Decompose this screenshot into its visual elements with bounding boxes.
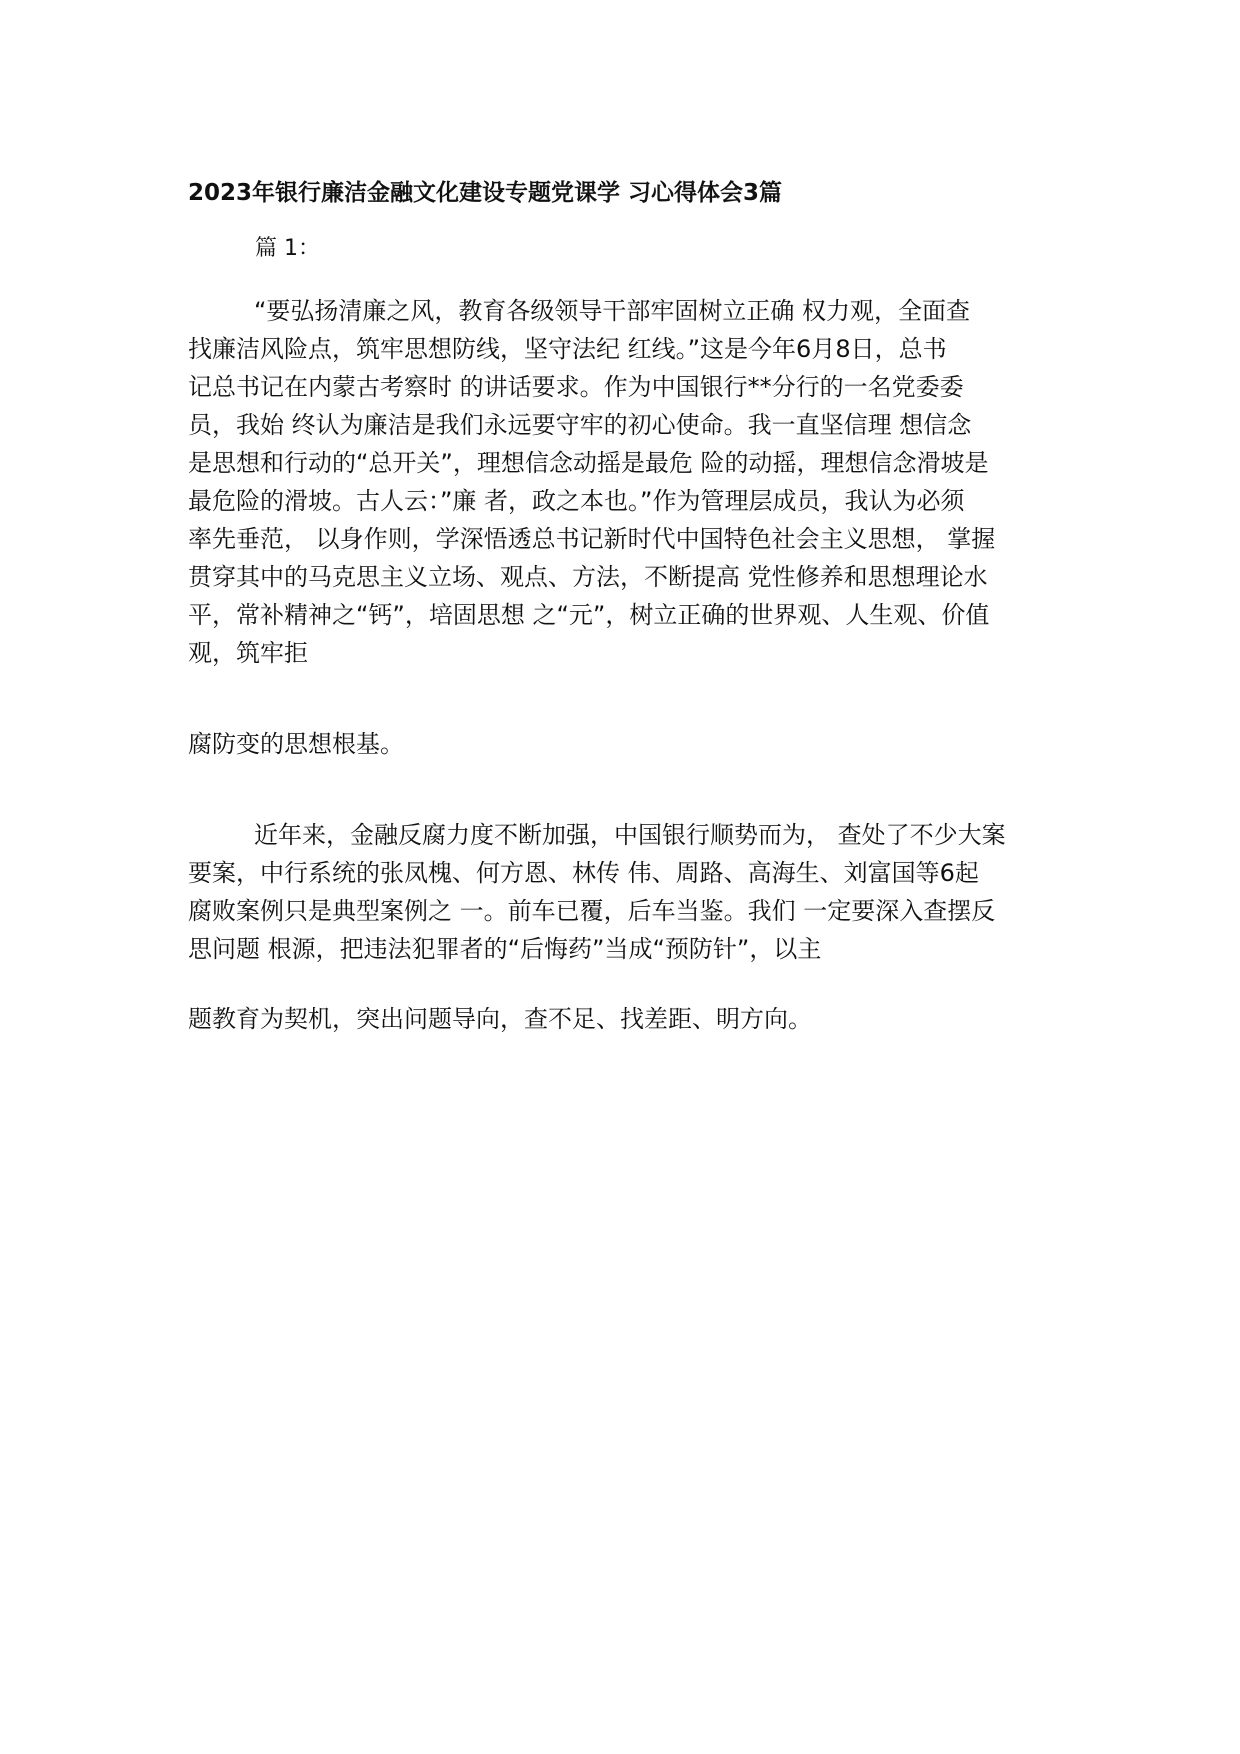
paragraph-line: 贯穿其中的马克思主义立场、观点、方法，不断提高 党性修养和思想理论水 [188, 563, 988, 591]
paragraph-1 [188, 292, 1088, 672]
paragraph-1-continuation [188, 725, 1088, 763]
paragraph-line: 记总书记在内蒙古考察时 的讲话要求。作为中国银行**分行的一名党委委 [188, 373, 964, 401]
paragraph-line: 是思想和行动的“总开关”，理想信念动摇是最危 险的动摇，理想信念滑坡是 [188, 449, 989, 477]
section-label: 篇 1： [255, 236, 320, 261]
paragraph-line: 思问题 根源，把违法犯罪者的“后悔药”当成“预防针”，以主 [188, 935, 822, 963]
paragraph-line: “要弘扬清廉之风，教育各级领导干部牢固树立正确 权力观，全面查 [254, 297, 971, 325]
paragraph-line: 员，我始 终认为廉洁是我们永远要守牢的初心使命。我一直坚信理 想信念 [188, 411, 972, 439]
paragraph-line: 观，筑牢拒 [188, 639, 308, 667]
paragraph-line: 平，常补精神之“钙”，培固思想 之“元”，树立正确的世界观、人生观、价值 [188, 601, 990, 629]
document-title: 2023年银行廉洁金融文化建设专题党课学 习心得体会3篇 [188, 180, 783, 206]
paragraph-line: 近年来，金融反腐力度不断加强，中国银行顺势而为， 查处了不少大案 [254, 821, 1006, 849]
paragraph-line: 腐败案例只是典型案例之 一。前车已覆，后车当鉴。我们 一定要深入查摆反 [188, 897, 996, 925]
paragraph-2 [188, 816, 1088, 968]
paragraph-line: 题教育为契机，突出问题导向，查不足、找差距、明方向。 [188, 1005, 812, 1033]
paragraph-line: 率先垂范， 以身作则，学深悟透总书记新时代中国特色社会主义思想， 掌握 [188, 525, 996, 553]
paragraph-line: 找廉洁风险点，筑牢思想防线，坚守法纪 红线。”这是今年6月8日，总书 [188, 335, 947, 363]
paragraph-2-continuation [188, 1000, 1088, 1038]
paragraph-line: 最危险的滑坡。古人云：”廉 者，政之本也。”作为管理层成员，我认为必须 [188, 487, 965, 515]
paragraph-line: 要案，中行系统的张凤槐、何方恩、林传 伟、周路、高海生、刘富国等6起 [188, 859, 979, 887]
paragraph-line: 腐防变的思想根基。 [188, 730, 404, 758]
